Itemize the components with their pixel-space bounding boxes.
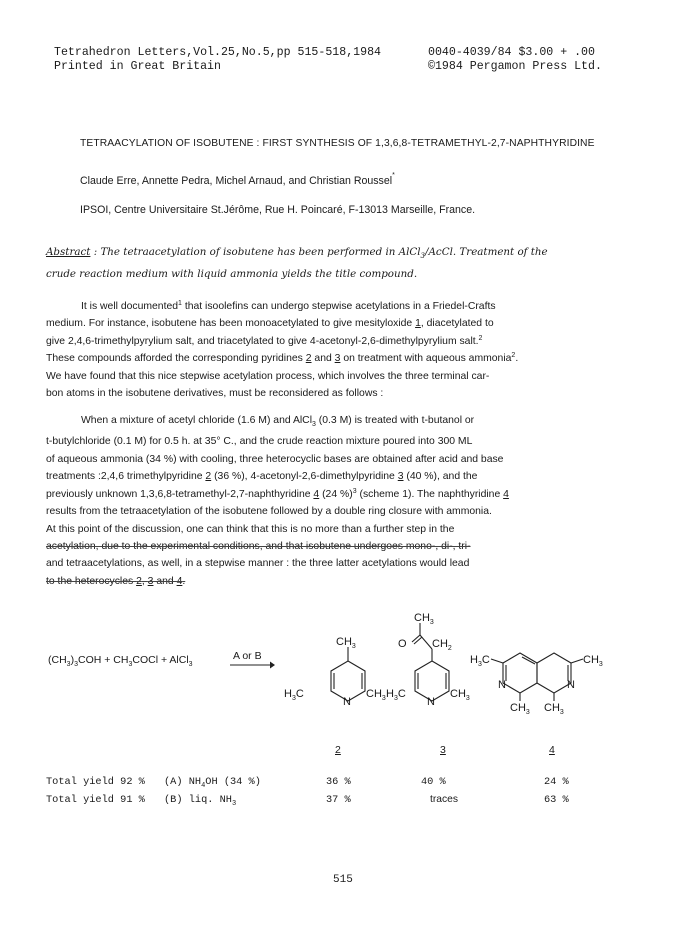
atom-label: $CH_3$ bbox=[336, 636, 356, 650]
atom-label: N bbox=[343, 696, 351, 708]
atom-label: $H_3C$ bbox=[470, 654, 490, 668]
table-row: Total yield 92 % (A) $NH_4OH$ (34 %) 36 % 40 % 24 % bbox=[46, 776, 569, 791]
atom-label: N bbox=[427, 696, 435, 708]
journal-line: Tetrahedron Letters,Vol.25,No.5,pp 515-518,1984 bbox=[54, 46, 381, 59]
paper-title: TETRAACYLATION OF ISOBUTENE : FIRST SYNTHESIS OF 1,3,6,8-TETRAMETHYL-2,7-NAPHTHYRIDINE bbox=[80, 138, 595, 149]
atom-label: $CH_3$ bbox=[366, 688, 386, 702]
corresponding-mark: * bbox=[392, 172, 395, 179]
journal-code-block bbox=[428, 46, 602, 74]
structure-4 bbox=[491, 653, 583, 701]
affiliation: IPSOI, Centre Universitaire St.Jérôme, Rue H. Poincaré, F-13013 Marseille, France. bbox=[80, 204, 476, 216]
abstract-text: The tetraacetylation of isobutene has been performed in AlCl bbox=[100, 246, 421, 258]
compound-label-3: 3 bbox=[440, 744, 446, 756]
scheme-structures bbox=[270, 605, 603, 716]
compound-ref: 1 bbox=[415, 318, 421, 330]
page-number: 515 bbox=[333, 874, 353, 886]
reaction-arrow bbox=[228, 660, 276, 670]
atom-label: $H_3C$ bbox=[386, 688, 406, 702]
yields-table bbox=[46, 776, 646, 812]
author-names: Claude Erre, Annette Pedra, Michel Arnaud, and Christian Roussel bbox=[80, 175, 393, 187]
ref-3: 3 bbox=[352, 487, 357, 495]
compound-label-4: 4 bbox=[549, 744, 555, 756]
journal-code: 0040-4039/84 $3.00 + .00 bbox=[428, 46, 595, 59]
atom-label: $CH_3$ bbox=[544, 702, 564, 716]
ref-2: 2 bbox=[478, 334, 483, 342]
journal-citation bbox=[54, 46, 381, 74]
atom-label: $CH_3$ bbox=[414, 612, 434, 626]
atom-label: N bbox=[498, 679, 506, 691]
abstract-text-line2: crude reaction medium with liquid ammonia yields the title compound. bbox=[46, 268, 418, 281]
atom-label: $CH_3$ bbox=[510, 702, 530, 716]
compound-label-2: 2 bbox=[335, 744, 341, 756]
atom-label: $CH_3$ bbox=[583, 654, 603, 668]
atom-label: O bbox=[398, 638, 407, 650]
abstract: Abstract : The tetraacetylation of isobutene has been performed in AlCl$_3$/AcCl. Treatment of the crude reaction medium with liquid ammonia yields the title compound. bbox=[46, 243, 646, 283]
atom-label: $CH_3$ bbox=[450, 688, 470, 702]
structure-3 bbox=[412, 623, 449, 701]
table-row: Total yield 91 % (B) liq. $NH_3$ 37 % traces 63 % bbox=[46, 794, 569, 809]
scheme-reagents: $(CH_3)_3COH$ + $CH_3COCl$ + AlCl$_3$ bbox=[48, 654, 193, 669]
paragraph-experiment: When a mixture of acetyl chloride (1.6 M) and AlCl$_3$ (0.3 M) is treated with t-butanol or t-butylchloride (0.1 M) for 0.5 h. at 35° C., and the crude reaction mixture poured into 300 ML of aqueous ammonia (34 %) with cooling, three heterocyclic bases are obtained after acid and base treatments :2,4,6 trimethylpyridine 2 (36 %), 4-acetonyl-2,6-dimethylpyridine 3 (40 %), and the previously unknown 1,3,6,8-tetramethyl-2,7-naphthyridine 4 (24 %)$^3$ (scheme 1). The naphthyridine 4 results from the tetraacetylation of the isobutene followed by a double ring closure with ammonia. At this point of the discussion, one can think that this is no more than a further step in the acetylation, due to the experimental conditions, and that isobutene undergoes mono-, di-, tri- and tetraacetylations, as well, in a stepwise manner : the three latter acetylations would lead to the heterocycles 2, 3 and 4. bbox=[46, 415, 509, 587]
atom-label: N bbox=[567, 679, 575, 691]
author-list bbox=[80, 172, 395, 187]
atom-label: $H_3C$ bbox=[284, 688, 304, 702]
arrow-label: A or B bbox=[233, 650, 262, 662]
structure-2 bbox=[331, 647, 365, 701]
abstract-label: Abstract bbox=[46, 246, 91, 258]
printed-line: Printed in Great Britain bbox=[54, 60, 221, 73]
paragraph-intro: It is well documented$^1$ that isoolefins can undergo stepwise acetylations in a Friedel-Crafts medium. For instance, isobutene has been monoacetylated to give mesityloxide 1, diacetylated to give 2,4,6-trimethylpyrylium salt, and triacetylated to give 4-acetonyl-2,6-dimethylpyrylium salt.$^2$ These compounds afforded the corresponding pyridines 2 and 3 on treatment with aqueous ammonia$^2$. We have found that this nice stepwise acetylation process, which involves the three terminal car- bon atoms in the isobutene derivatives, must be reconsidered as follows : bbox=[46, 300, 519, 400]
copyright-line: ©1984 Pergamon Press Ltd. bbox=[428, 60, 602, 73]
ref-1: 1 bbox=[178, 300, 182, 307]
atom-label: $CH_2$ bbox=[432, 638, 452, 652]
